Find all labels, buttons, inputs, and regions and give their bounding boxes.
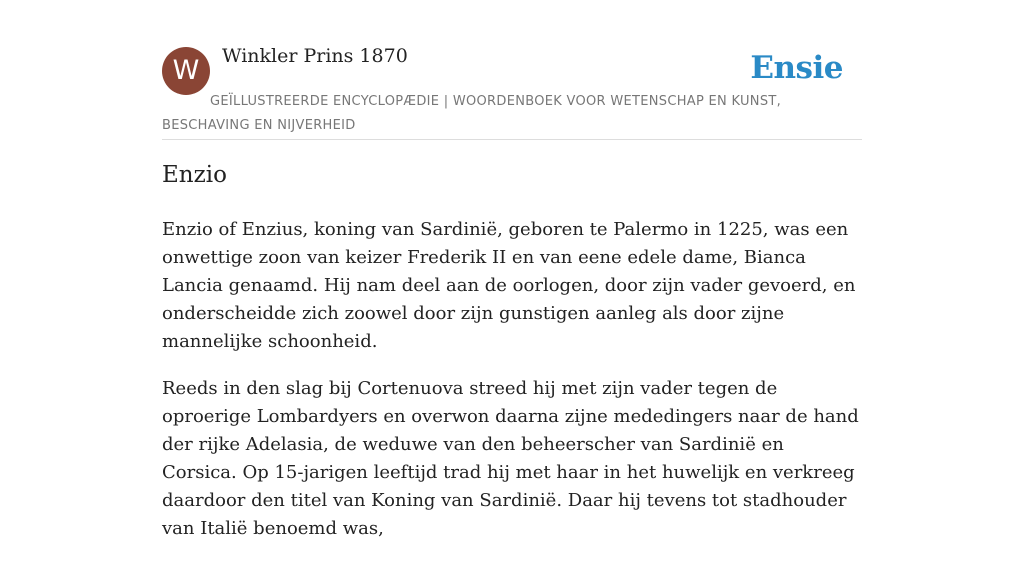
ensie-logo-link[interactable]: Ensie	[750, 50, 843, 86]
entry-paragraph-2: Reeds in den slag bij Cortenuova streed hij met zijn vader tegen de oproerige Lombardyers en overwon daarna zijne mededingers naar de hand der rijke Adelasia, de weduwe van den beheerscher van Sardinië en Corsica. Op 15-jarigen leeftijd trad hij met haar in het huwelijk en verkreeg daardoor den titel van Koning van Sardinië. Daar hij tevens tot stadhouder van Italië benoemd was,	[162, 378, 859, 539]
entry-title: Enzio	[162, 162, 227, 188]
entry-paragraph-1: Enzio of Enzius, koning van Sardinië, geboren te Palermo in 1225, was een onwettige zoon van keizer Frederik II en van eene edele dame, Bianca Lancia genaamd. Hij nam deel aan de oorlogen, door zijn vader gevoerd, en onderscheidde zich zoowel door zijn gunstigen aanleg als door zijne mannelijke schoonheid.	[162, 219, 856, 352]
source-subtitle: GEÏLLUSTREERDE ENCYCLOPÆDIE | WOORDENBOEK VOOR WETENSCHAP EN KUNST, BESCHAVING EN NIJVERHEID	[162, 94, 782, 133]
source-avatar[interactable]: W	[162, 47, 210, 95]
header-divider	[162, 139, 862, 140]
entry-body	[162, 216, 862, 562]
source-title[interactable]: Winkler Prins 1870	[222, 45, 408, 67]
